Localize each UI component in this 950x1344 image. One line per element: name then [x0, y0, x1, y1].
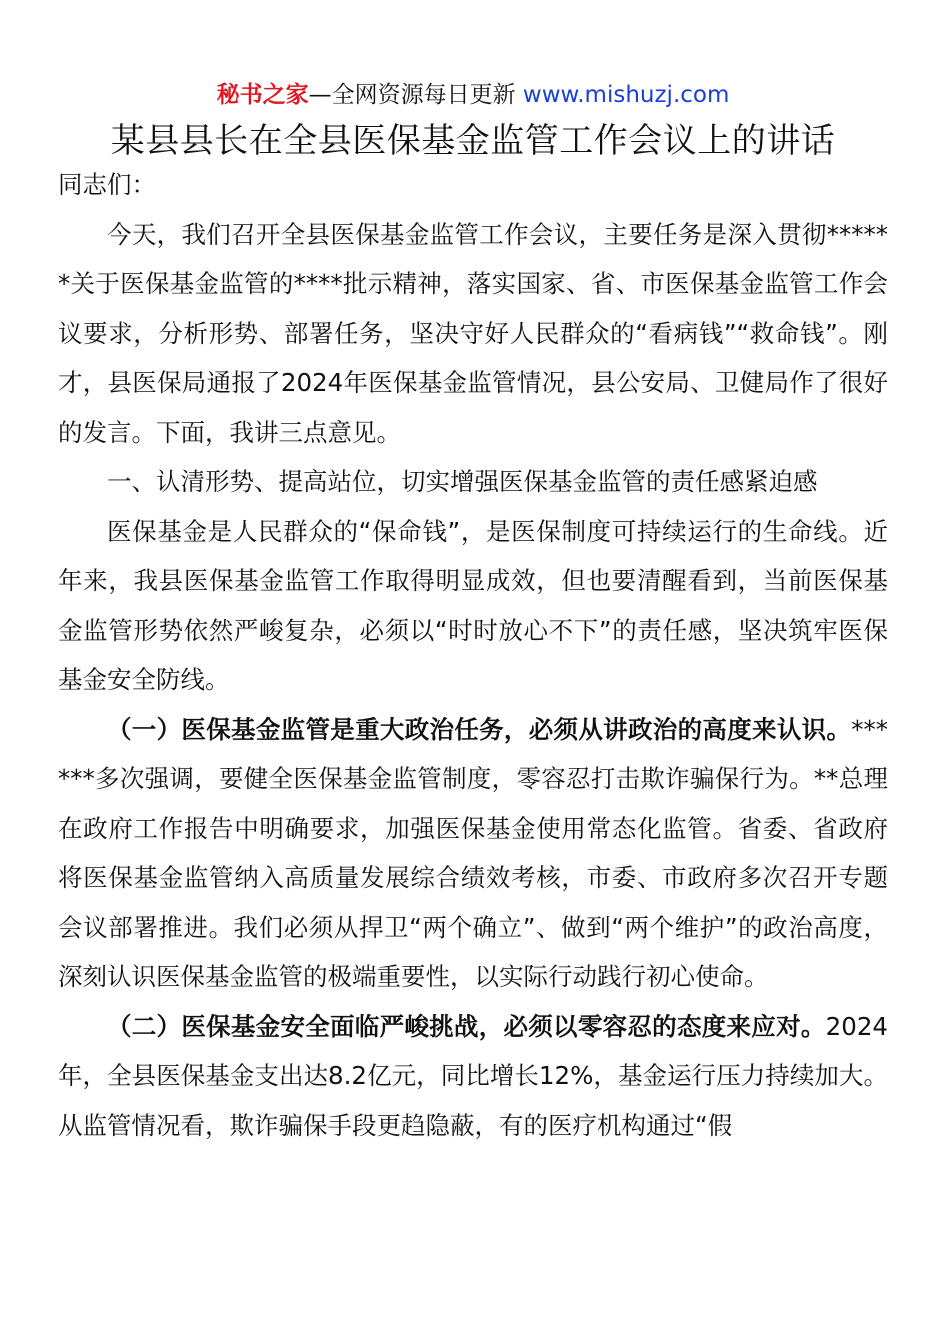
point-2-heading: （二）医保基金安全面临严峻挑战，必须以零容忍的态度来应对。 [107, 1011, 826, 1041]
intro-paragraph: 今天，我们召开全县医保基金监管工作会议，主要任务是深入贯彻******关于医保基金监管的****批示精神，落实国家、省、市医保基金监管工作会议要求，分析形势、部署任务，坚决守好人民群众的“看病钱”“救命钱”。刚才，县医保局通报了2024年医保基金监管情况，县公安局、卫健局作了很好的发言。下面，我讲三点意见。 [58, 219, 888, 447]
site-url-link[interactable]: www.mishuzj.com [522, 82, 730, 108]
site-header [58, 78, 888, 112]
brand-name: 秘书之家 [216, 82, 309, 108]
point-1-paragraph [58, 705, 888, 1002]
point-1-heading: （一）医保基金监管是重大政治任务，必须从讲政治的高度来认识。 [107, 714, 852, 744]
section-1-paragraph: 医保基金是人民群众的“保命钱”，是医保制度可持续运行的生命线。近年来，我县医保基金监管工作取得明显成效，但也要清醒看到，当前医保基金监管形势依然严峻复杂，必须以“时时放心不下”的责任感，坚决筑牢医保基金安全防线。 [58, 516, 888, 694]
point-2-body: 2024年，全县医保基金支出达8.2亿元，同比增长12%，基金运行压力持续加大。从监管情况看，欺诈骗保手段更趋隐蔽，有的医疗机构通过“假 [58, 1011, 888, 1140]
point-1-body: ******多次强调，要健全医保基金监管制度，零容忍打击欺诈骗保行为。**总理在政府工作报告中明确要求，加强医保基金使用常态化监管。省委、省政府将医保基金监管纳入高质量发展综合绩效考核，市委、市政府多次召开专题会议部署推进。我们必须从捍卫“两个确立”、做到“两个维护”的政治高度，深刻认识医保基金监管的极端重要性，以实际行动践行初心使命。 [58, 714, 888, 991]
header-tagline: —全网资源每日更新 [308, 82, 523, 108]
section-heading-1: 一、认清形势、提高站位，切实增强医保基金监管的责任感紧迫感 [107, 467, 818, 496]
salutation: 同志们： [58, 170, 156, 199]
document-title: 某县县长在全县医保基金监管工作会议上的讲话 [110, 121, 836, 161]
point-2-paragraph [58, 1002, 888, 1151]
